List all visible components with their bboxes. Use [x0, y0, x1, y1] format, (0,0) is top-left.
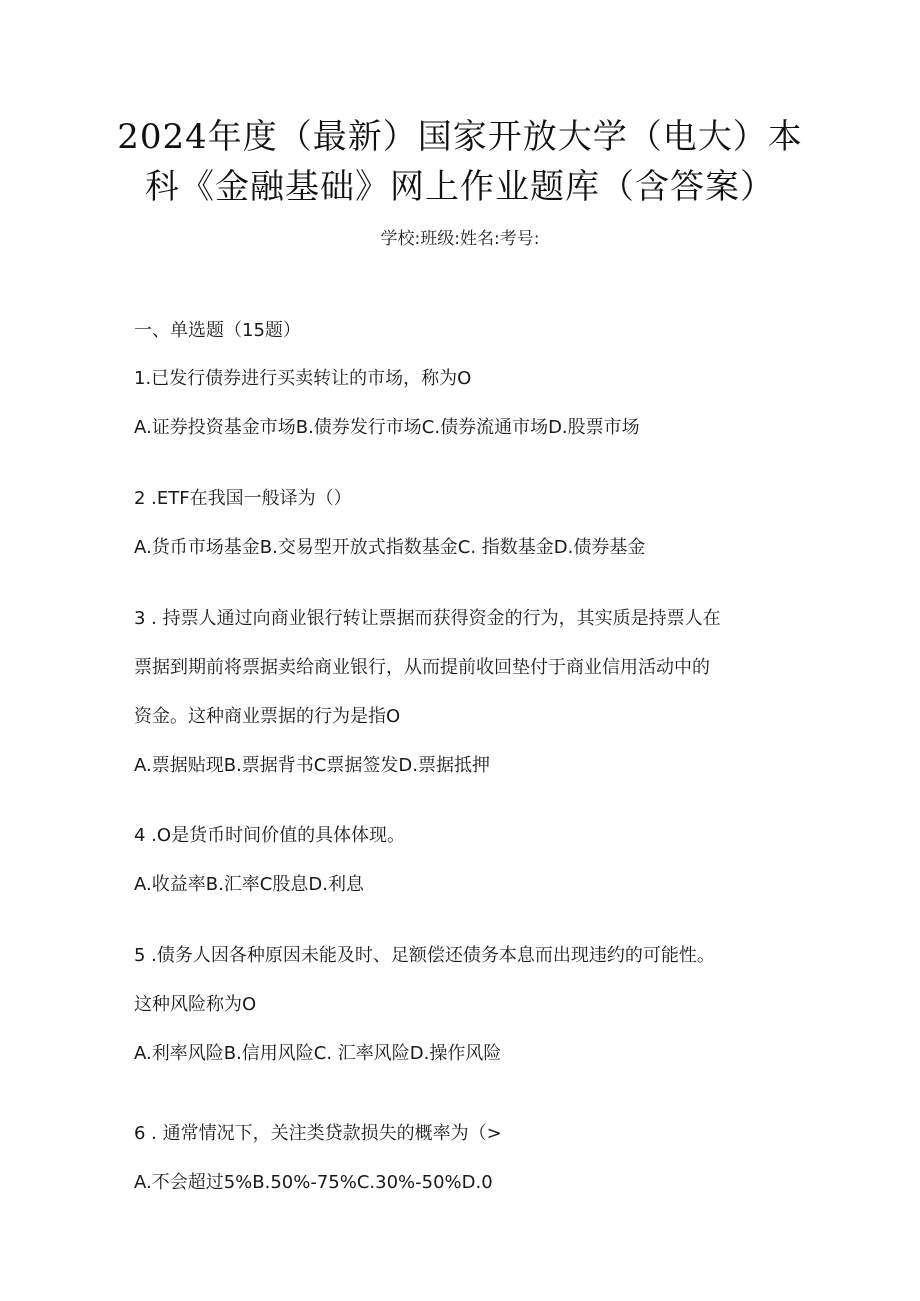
question-4-options: A.收益率B.汇率C股息D.利息	[134, 874, 364, 895]
question-3-stem-line-1: 3 . 持票人通过向商业银行转让票据而获得资金的行为，其实质是持票人在	[134, 608, 721, 629]
question-5-stem-line-1: 5 .债务人因各种原因未能及时、足额偿还债务本息而出现违约的可能性。	[134, 945, 715, 966]
question-4-stem: 4 .O是货币时间价值的具体体现。	[134, 825, 406, 846]
question-6-options: A.不会超过5%B.50%-75%C.30%-50%D.0	[134, 1172, 493, 1193]
section-heading: 一、单选题（15题）	[134, 320, 301, 341]
question-1-options: A.证券投资基金市场B.债券发行市场C.债券流通市场D.股票市场	[134, 417, 640, 438]
question-5-options: A.利率风险B.信用风险C. 汇率风险D.操作风险	[134, 1043, 502, 1064]
question-5-stem-line-2: 这种风险称为O	[134, 994, 257, 1015]
question-1-stem: 1.已发行债券进行买卖转让的市场，称为O	[134, 368, 472, 389]
question-3-stem-line-3: 资金。这种商业票据的行为是指O	[134, 706, 401, 727]
question-2-stem: 2 .ETF在我国一般译为（）	[134, 488, 352, 509]
question-3-stem-line-2: 票据到期前将票据卖给商业银行，从而提前收回垫付于商业信用活动中的	[134, 657, 710, 678]
document-title-line-1: 2024年度（最新）国家开放大学（电大）本	[117, 117, 803, 157]
question-2-options: A.货币市场基金B.交易型开放式指数基金C. 指数基金D.债券基金	[134, 537, 646, 558]
document-title-line-2: 科《金融基础》网上作业题库（含答案）	[145, 167, 775, 207]
question-6-stem: 6 . 通常情况下，关注类贷款损失的概率为（>	[134, 1123, 502, 1144]
student-info-line: 学校:班级:姓名:考号:	[380, 229, 540, 249]
question-3-options: A.票据贴现B.票据背书C票据签发D.票据抵押	[134, 755, 490, 776]
